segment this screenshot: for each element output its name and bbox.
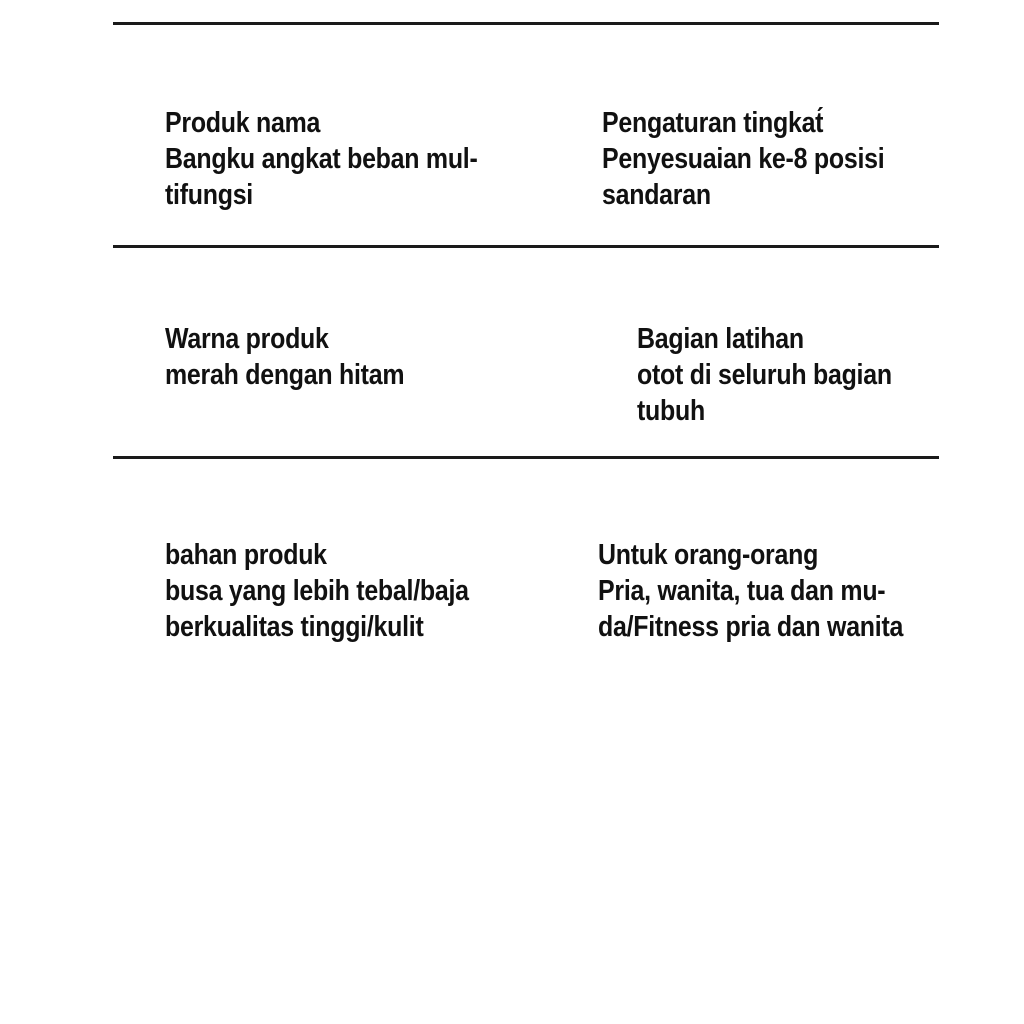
spec-label: Untuk orang-orang	[598, 539, 819, 571]
spec-value-line: berkualitas tinggi/kulit	[165, 611, 424, 643]
spec-value-line: merah dengan hitam	[165, 359, 405, 391]
spec-product-color	[165, 321, 404, 393]
spec-value-line: Penyesuaian ke-8 posisi	[602, 143, 885, 175]
spec-adjustment-level	[602, 105, 884, 213]
spec-label: bahan produk	[165, 539, 327, 571]
spec-value-line: tubuh	[637, 395, 705, 427]
spec-value-line: Pria, wanita, tua dan mu-	[598, 575, 886, 607]
spec-value-line: busa yang lebih tebal/baja	[165, 575, 469, 607]
spec-value-line: otot di seluruh bagian	[637, 359, 892, 391]
spec-product-material	[165, 537, 469, 645]
spec-value-line: sandaran	[602, 179, 711, 211]
spec-target-users	[598, 537, 903, 645]
divider-bottom	[113, 456, 939, 459]
spec-label: Produk nama	[165, 107, 321, 139]
spec-value-line: tifungsi	[165, 179, 253, 211]
divider-top	[113, 22, 939, 25]
spec-value-line: Bangku angkat beban mul-	[165, 143, 478, 175]
spec-label: Bagian latihan	[637, 323, 804, 355]
spec-value-line: da/Fitness pria dan wanita	[598, 611, 904, 643]
spec-label: Pengaturan tingkat́	[602, 107, 824, 139]
spec-label: Warna produk	[165, 323, 329, 355]
divider-middle	[113, 245, 939, 248]
spec-training-area	[637, 321, 892, 429]
spec-product-name	[165, 105, 478, 213]
